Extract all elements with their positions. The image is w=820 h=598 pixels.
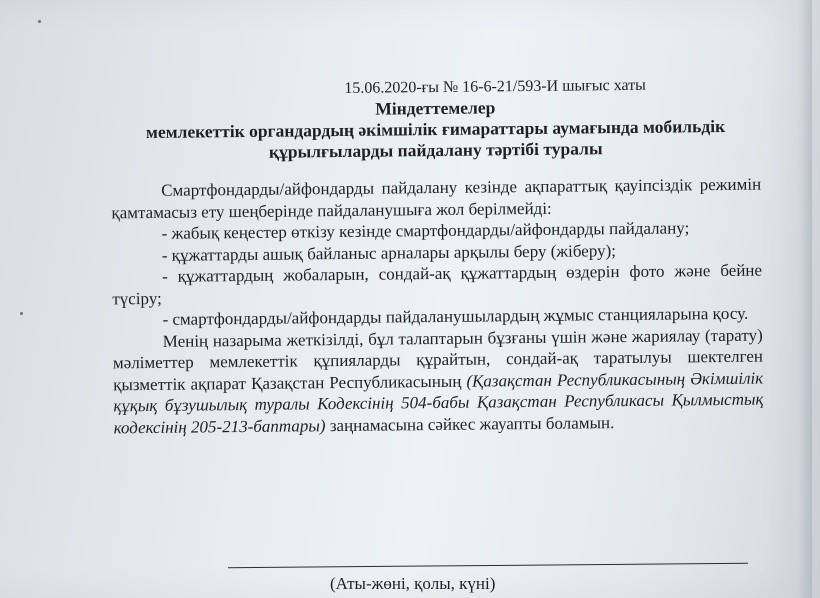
signature-line (228, 563, 748, 569)
document-text (111, 174, 764, 439)
signature-label: (Аты-жөні, қолы, күні) (330, 574, 496, 593)
list-item: - құжаттарды ашық байланыс арналары арқылы беру (жіберу); (161, 240, 617, 265)
closing-text: Менің назарыма жеткізілді, бұл талаптарын бұзғаны үшін және жариялау (тарату) мәліметтер мемлекеттік құпияларды құрайтын, сондай-ақ таратылуы шектелген қызметтік ақпарат Қазақстан Республикасының (112, 325, 764, 394)
list-item: - құжаттардың жобаларын, сондай-ақ құжаттардың өздерін фото және бейне түсіру; (112, 260, 763, 308)
intro-paragraph: Смартфондарды/айфондарды пайдалану кезінде ақпараттық қауіпсіздік режимін қамтамасыз ету шеңберінде пайдаланушыға жол берілмейді: (111, 174, 762, 222)
paper-speck (38, 20, 41, 23)
closing-legal-reference: (Қазақстан Республикасының Әкімшілік құқық бұзушылық туралы Кодексінің 504-бабы Қазақстан Республикасы Қылмыстық кодексінің 205-213-баптары) (113, 368, 764, 437)
title-line-1: Міндеттемелер (375, 97, 496, 119)
list-item: - смартфондарды/айфондарды пайдаланушылардың жұмыс станцияларына қосу. (162, 303, 749, 329)
title-line-2: мемлекеттік органдардың әкімшілік ғимараттары аумағында мобильдік (145, 115, 726, 143)
list-item: - жабық кеңестер өткізу кезінде смартфондарды/айфондарды пайдалану; (161, 218, 690, 243)
title-line-3: құрылғыларды пайдалану тәртібі туралы (268, 138, 603, 162)
closing-paragraph (113, 324, 764, 438)
paper-edge-shadow (798, 0, 812, 598)
document-reference: 15.06.2020-ғы № 16-6-21/593-И шығыс хаты (344, 76, 646, 97)
paper-speck (20, 312, 23, 315)
closing-text-end: заңнамасына сәйкес жауапты боламын. (325, 412, 615, 435)
document-body (110, 75, 764, 439)
